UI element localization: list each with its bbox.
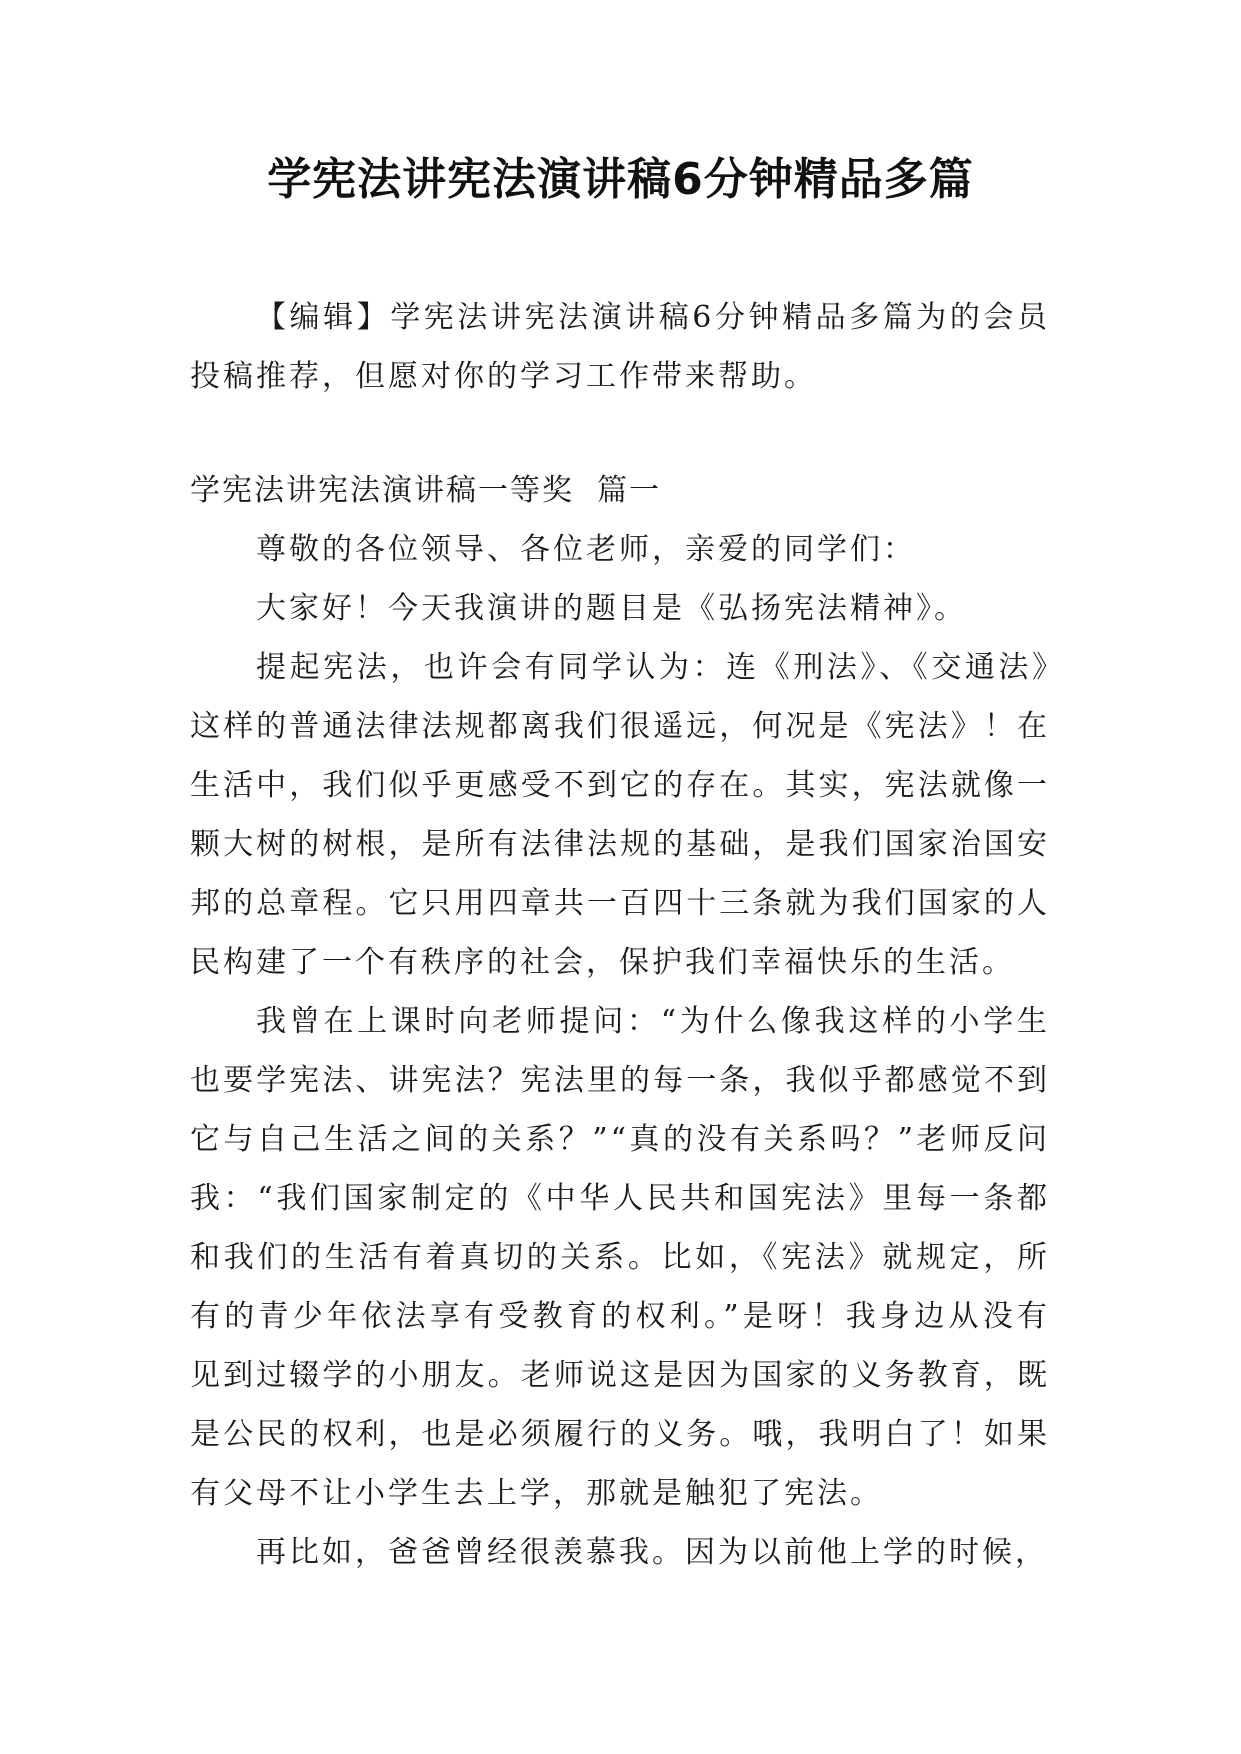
body-paragraph: 尊敬的各位领导、各位老师，亲爱的同学们：: [256, 532, 916, 567]
document-body: [190, 288, 1050, 1582]
body-paragraph: 再比如，爸爸曾经很羡慕我。因为以前他上学的时候，: [256, 1535, 1048, 1570]
body-paragraph: 大家好！今天我演讲的题目是《弘扬宪法精神》。: [256, 591, 967, 626]
body-paragraph: 我曾在上课时向老师提问：“为什么像我这样的小学生也要学宪法、讲宪法？宪法里的每一条，我似乎都感觉不到它与自己生活之间的关系？”“真的没有关系吗？”老师反问我：“我们国家制定的《中华人民共和国宪法》里每一条都和我们的生活有着真切的关系。比如，《宪法》就规定，所有的青少年依法享有受教育的权利。”是呀！我身边从没有见到过辍学的小朋友。老师说这是因为国家的义务教育，既是公民的权利，也是必须履行的义务。哦，我明白了！如果有父母不让小学生去上学，那就是触犯了宪法。: [190, 1004, 1050, 1511]
intro-paragraph: 【编辑】学宪法讲宪法演讲稿6分钟精品多篇为的会员投稿推荐，但愿对你的学习工作带来帮助。: [190, 300, 1050, 394]
section-spacer: [190, 406, 1050, 461]
document-title: 学宪法讲宪法演讲稿6分钟精品多篇: [267, 154, 974, 205]
body-paragraph: 提起宪法，也许会有同学认为：连《刑法》、《交通法》这样的普通法律法规都离我们很遥远，何况是《宪法》！在生活中，我们似乎更感受不到它的存在。其实，宪法就像一颗大树的树根，是所有法律法规的基础，是我们国家治国安邦的总章程。它只用四章共一百四十三条就为我们国家的人民构建了一个有秩序的社会，保护我们幸福快乐的生活。: [190, 650, 1050, 980]
section-heading: 学宪法讲宪法演讲稿一等奖 篇一: [190, 473, 662, 508]
